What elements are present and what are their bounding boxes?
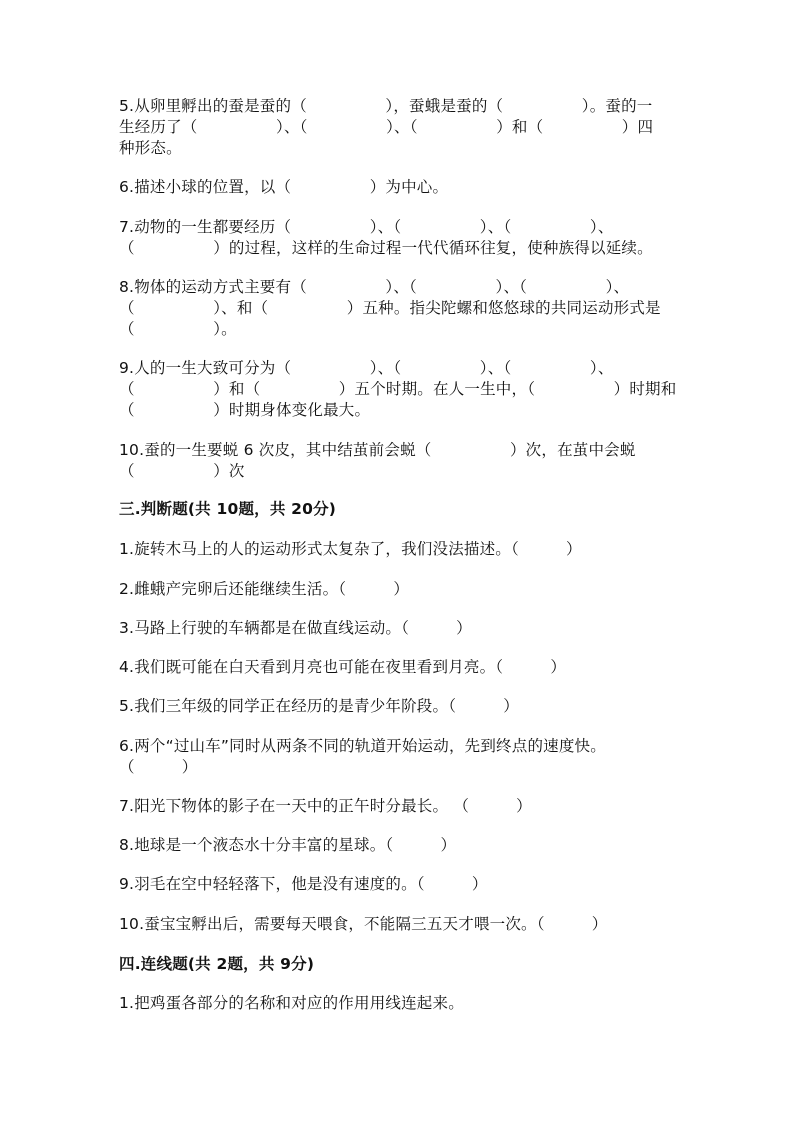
judge-item-6-line-1: 6.两个“过山车”同时从两条不同的轨道开始运动，先到终点的速度快。 (119, 737, 606, 755)
question-5-line-3: 种形态。 (119, 139, 182, 157)
judge-item-7: 7.阳光下物体的影子在一天中的正午时分最长。 （ ） (119, 797, 532, 815)
section-3-heading: 三.判断题(共 10题，共 20分) (119, 500, 337, 518)
judge-item-3: 3.马路上行驶的车辆都是在做直线运动。（ ） (119, 619, 472, 637)
judge-item-10: 10.蚕宝宝孵出后，需要每天喂食，不能隔三五天才喂一次。（ ） (119, 915, 608, 933)
judge-item-8: 8.地球是一个液态水十分丰富的星球。（ ） (119, 836, 457, 854)
question-9-line-3: （ ）时期身体变化最大。 (119, 401, 371, 419)
question-8-line-2: （ ）、和（ ）五种。指尖陀螺和悠悠球的共同运动形式是 (119, 299, 661, 317)
judge-item-9: 9.羽毛在空中轻轻落下，他是没有速度的。（ ） (119, 875, 488, 893)
question-6-line-1: 6.描述小球的位置，以（ ）为中心。 (119, 178, 449, 196)
judge-item-4: 4.我们既可能在白天看到月亮也可能在夜里看到月亮。（ ） (119, 658, 567, 676)
question-8-line-1: 8.物体的运动方式主要有（ ）、（ ）、（ ）、 (119, 278, 630, 296)
question-7-line-2: （ ）的过程，这样的生命过程一代代循环往复，使种族得以延续。 (119, 239, 653, 257)
matching-item-1: 1.把鸡蛋各部分的名称和对应的作用用线连起来。 (119, 994, 464, 1012)
question-9-line-1: 9.人的一生大致可分为（ ）、（ ）、（ ）、 (119, 359, 614, 377)
question-10-line-2: （ ）次 (119, 462, 245, 480)
question-9-line-2: （ ）和（ ）五个时期。在人一生中，（ ）时期和 (119, 380, 677, 398)
question-10-line-1: 10.蚕的一生要蜕 6 次皮，其中结茧前会蜕（ ）次，在茧中会蜕 (119, 441, 636, 459)
question-5-line-1: 5.从卵里孵出的蚕是蚕的（ ），蚕蛾是蚕的（ ）。蚕的一 (119, 97, 653, 115)
question-7-line-1: 7.动物的一生都要经历（ ）、（ ）、（ ）、 (119, 218, 614, 236)
judge-item-5: 5.我们三年级的同学正在经历的是青少年阶段。（ ） (119, 697, 519, 715)
question-5-line-2: 生经历了（ ）、（ ）、（ ）和（ ）四 (119, 118, 654, 136)
judge-item-6-line-2: （ ） (119, 758, 198, 776)
question-8-line-3: （ ）。 (119, 320, 237, 338)
section-4-heading: 四.连线题(共 2题，共 9分) (119, 955, 315, 973)
judge-item-1: 1.旋转木马上的人的运动形式太复杂了，我们没法描述。（ ） (119, 540, 582, 558)
judge-item-2: 2.雌蛾产完卵后还能继续生活。（ ） (119, 580, 410, 598)
